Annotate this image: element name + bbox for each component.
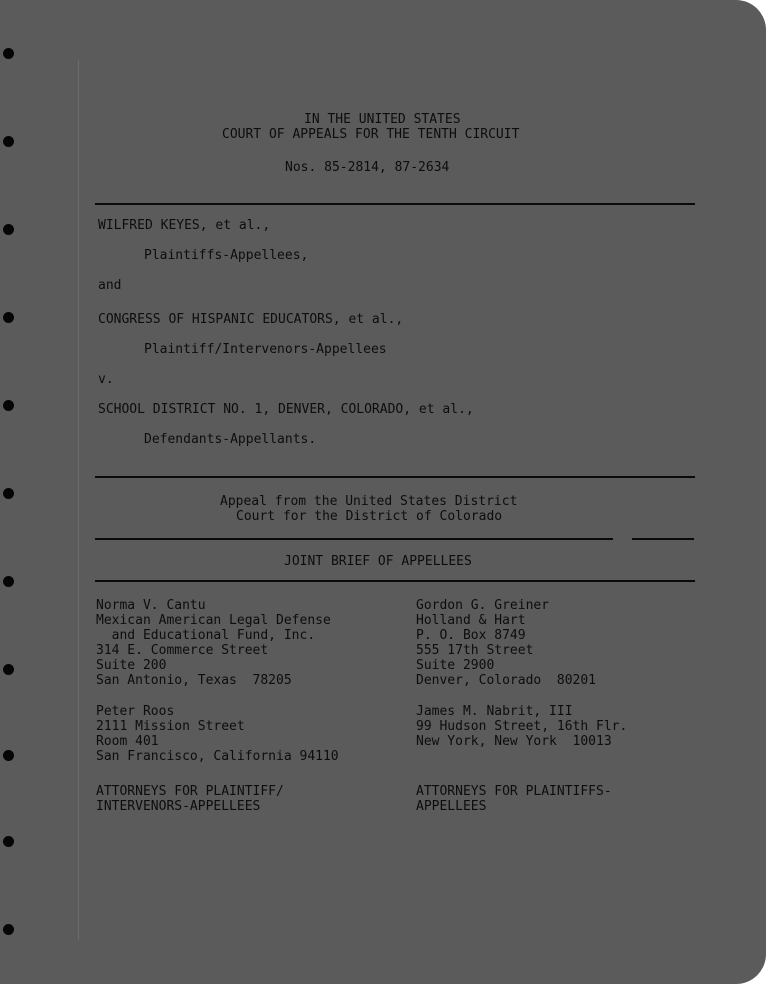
counsel-line: Room 401 — [96, 734, 159, 749]
punch-hole — [3, 312, 14, 323]
punch-hole — [3, 924, 14, 935]
divider-rule — [95, 538, 613, 540]
punch-hole — [3, 576, 14, 587]
counsel-line: Suite 200 — [96, 658, 167, 673]
divider-rule — [95, 580, 695, 582]
party-intervenors-role: Plaintiff/Intervenors-Appellees — [144, 342, 387, 357]
counsel-line: and Educational Fund, Inc. — [96, 628, 316, 643]
counsel-designation: INTERVENORS-APPELLEES — [96, 799, 261, 814]
counsel-designation: ATTORNEYS FOR PLAINTIFF/ — [96, 784, 284, 799]
counsel-line: Norma V. Cantu — [96, 598, 206, 613]
party-plaintiffs-role: Plaintiffs-Appellees, — [144, 248, 309, 263]
party-intervenors: CONGRESS OF HISPANIC EDUCATORS, et al., — [98, 312, 404, 327]
counsel-line: Suite 2900 — [416, 658, 495, 673]
counsel-line: Peter Roos — [96, 704, 175, 719]
punch-hole — [3, 750, 14, 761]
court-heading-line2: COURT OF APPEALS FOR THE TENTH CIRCUIT — [222, 127, 520, 142]
punch-hole — [3, 400, 14, 411]
versus: v. — [98, 372, 114, 387]
counsel-line: San Francisco, California 94110 — [96, 749, 339, 764]
case-numbers: Nos. 85-2814, 87-2634 — [285, 160, 450, 175]
counsel-designation: ATTORNEYS FOR PLAINTIFFS- — [416, 784, 612, 799]
counsel-line: Holland & Hart — [416, 613, 526, 628]
punch-hole — [3, 488, 14, 499]
divider-rule — [632, 538, 694, 540]
punch-hole — [3, 664, 14, 675]
counsel-line: James M. Nabrit, III — [416, 704, 573, 719]
punch-hole — [3, 48, 14, 59]
brief-title: JOINT BRIEF OF APPELLEES — [284, 554, 472, 569]
divider-rule — [95, 203, 695, 205]
counsel-line: Gordon G. Greiner — [416, 598, 550, 613]
counsel-line: P. O. Box 8749 — [416, 628, 526, 643]
counsel-line: 99 Hudson Street, 16th Flr. — [416, 719, 628, 734]
counsel-line: New York, New York 10013 — [416, 734, 612, 749]
counsel-line: 314 E. Commerce Street — [96, 643, 269, 658]
party-plaintiffs: WILFRED KEYES, et al., — [98, 218, 271, 233]
divider-rule — [95, 476, 695, 478]
appeal-line1: Appeal from the United States District — [220, 494, 518, 509]
counsel-line: Mexican American Legal Defense — [96, 613, 331, 628]
party-defendants: SCHOOL DISTRICT NO. 1, DENVER, COLORADO, et al., — [98, 402, 474, 417]
appeal-line2: Court for the District of Colorado — [236, 509, 503, 524]
counsel-line: San Antonio, Texas 78205 — [96, 673, 292, 688]
punch-hole — [3, 136, 14, 147]
margin-line — [78, 60, 79, 940]
punch-hole — [3, 224, 14, 235]
counsel-line: Denver, Colorado 80201 — [416, 673, 597, 688]
counsel-line: 2111 Mission Street — [96, 719, 245, 734]
party-conjunction: and — [98, 278, 122, 293]
court-heading-line1: IN THE UNITED STATES — [304, 112, 461, 127]
party-defendants-role: Defendants-Appellants. — [144, 432, 317, 447]
counsel-designation: APPELLEES — [416, 799, 487, 814]
counsel-line: 555 17th Street — [416, 643, 534, 658]
punch-hole — [3, 836, 14, 847]
